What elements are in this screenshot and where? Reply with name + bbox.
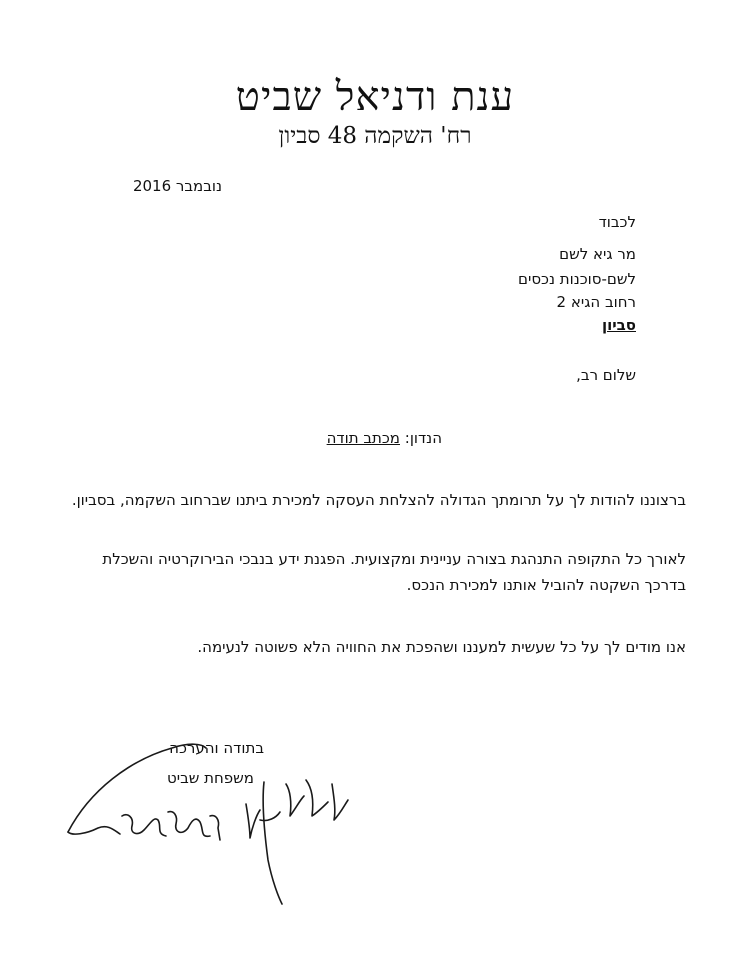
body-paragraph-2: לאורך כל התקופה התנהגת בצורה עניינית ומקצועית. הפגנת ידע בנבכי הבירוקרטיה והשכלת בדרכך השקטה להוביל אותנו למכירת הנכס. xyxy=(102,550,686,594)
subject-value: מכתב תודה xyxy=(326,429,400,447)
recipient-company: לשם-סוכנות נכסים xyxy=(518,270,636,288)
recipient-city: סביון xyxy=(601,316,636,334)
letter-date: נובמבר 2016 xyxy=(132,177,222,195)
letterhead-names: ענת ודניאל שביט xyxy=(235,74,515,120)
recipient-title: לכבוד xyxy=(598,213,636,231)
greeting: שלום רב, xyxy=(576,366,636,384)
handwritten-signatures xyxy=(50,720,370,910)
closing-line: בתודה והערכה xyxy=(169,739,264,757)
subject-line xyxy=(327,428,442,448)
closing-signature-name: משפחת שביט xyxy=(167,769,254,787)
body-paragraph-1: ברצוננו להודות לך על תרומתך הגדולה להצלחת העסקה למכירת ביתנו שברחוב השקמה, בסביון. xyxy=(71,491,686,509)
recipient-street: רחוב הגיא 2 xyxy=(556,293,636,311)
letterhead-address: רח' השקמה 48 סביון xyxy=(278,123,472,149)
recipient-name: מר גיא לשם xyxy=(559,245,636,263)
body-paragraph-3: אנו מודים לך על כל שעשית למעננו ושהפכת את החוויה הלא פשוטה לנעימה. xyxy=(197,638,686,656)
subject-label: הנדון: xyxy=(404,429,442,447)
